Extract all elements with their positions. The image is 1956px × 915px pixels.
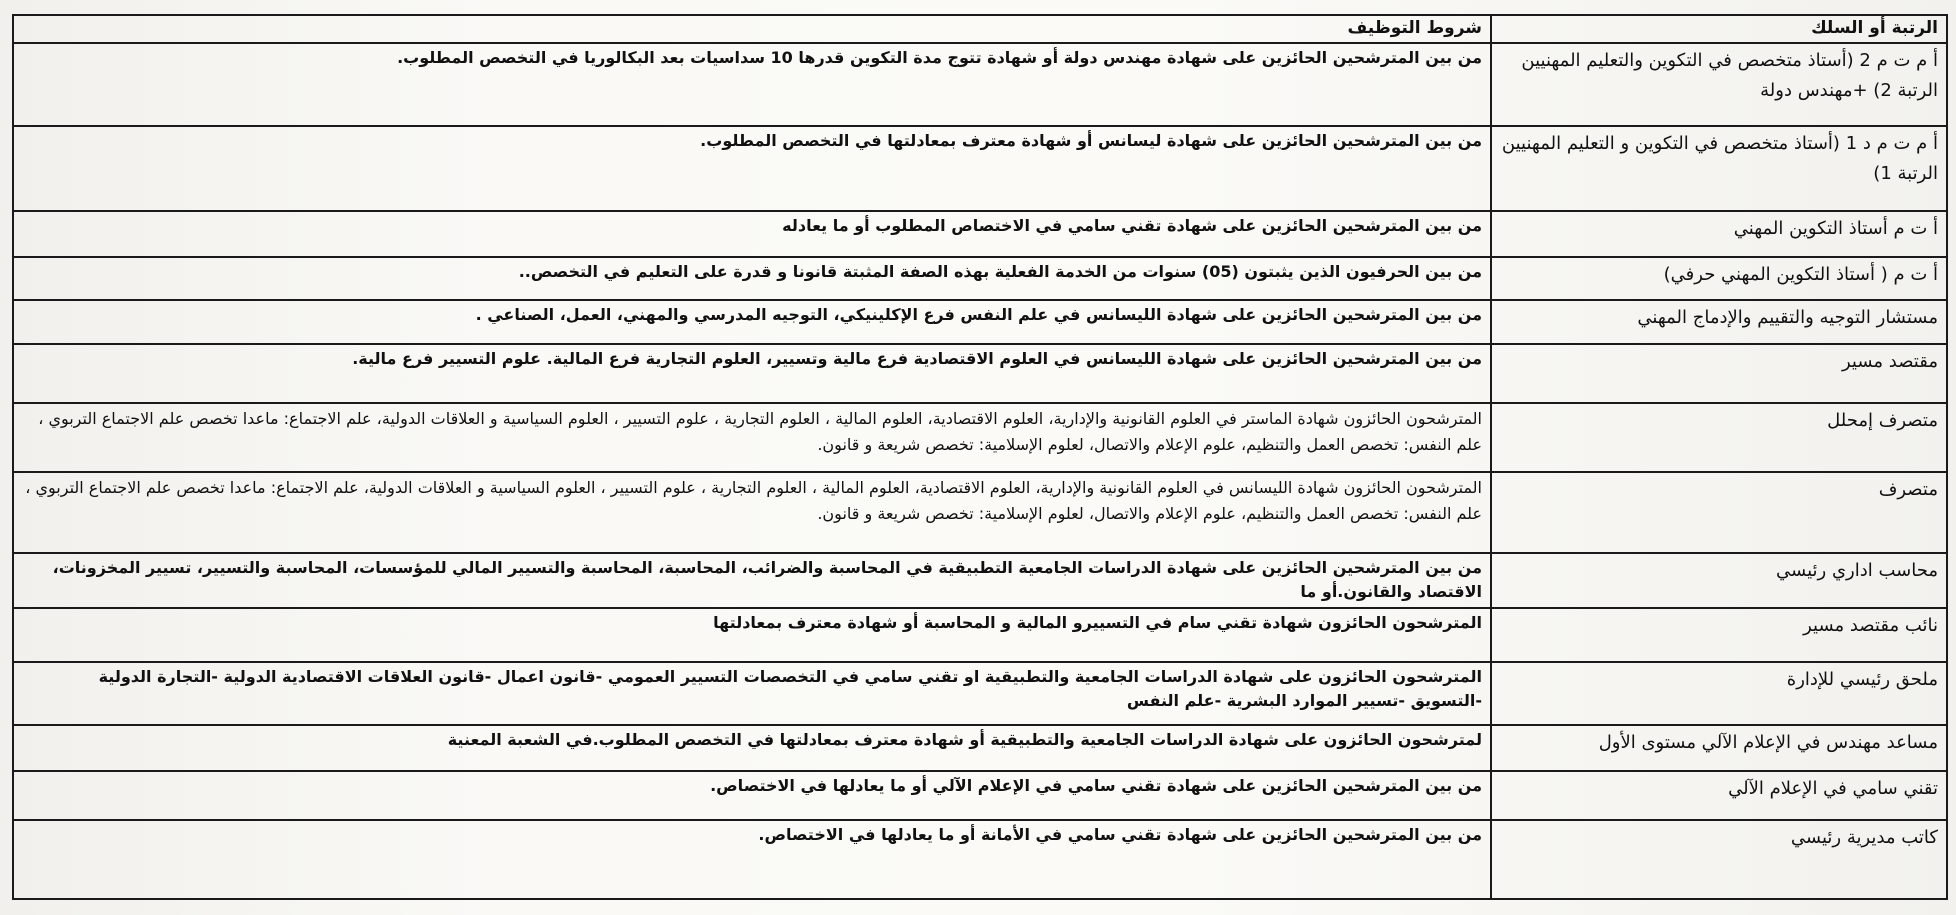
- conditions-cell: لمترشحون الحائزون على شهادة الدراسات الجامعية والتطبيقية أو شهادة معترف بمعادلتها في التخصص المطلوب.في الشعبة المعنية: [13, 725, 1491, 772]
- table-row: [13, 472, 1947, 553]
- conditions-cell: المترشحون الحائزون شهادة تقني سام في التسييرو المالية و المحاسبة أو شهادة معترف بمعادلتها: [13, 608, 1491, 663]
- rank-cell: متصرف إمحلل: [1491, 403, 1947, 472]
- conditions-cell: من بين المترشحين الحائزين على شهادة تقني سامي في الاختصاص المطلوب أو ما يعادله: [13, 211, 1491, 258]
- conditions-column-header: شروط التوظيف: [13, 15, 1491, 43]
- rank-cell: أ م ت م 2 (أستاذ متخصص في التكوين والتعليم المهنيين الرتبة 2) +مهندس دولة: [1491, 43, 1947, 126]
- rank-column-header: الرتبة أو السلك: [1491, 15, 1947, 43]
- rank-cell: كاتب مديرية رئيسي: [1491, 820, 1947, 899]
- table-row: [13, 725, 1947, 772]
- table-row: [13, 211, 1947, 258]
- conditions-cell: المترشحون الحائزون على شهادة الدراسات الجامعية والتطبيقية او تقني سامي في التخصصات التسيير العمومي -قانون اعمال -قانون العلاقات الاقتصادية الدولية -التجارة الدولية -التسويق -تسيير الموارد البشرية -علم النفس: [13, 662, 1491, 725]
- table-header-row: [13, 15, 1947, 43]
- rank-cell: متصرف: [1491, 472, 1947, 553]
- rank-cell: ملحق رئيسي للإدارة: [1491, 662, 1947, 725]
- table-row: [13, 771, 1947, 820]
- conditions-cell: من بين المترشحين الحائزين على شهادة الدراسات الجامعية التطبيقية في المحاسبة والضرائب، المحاسبة، المحاسبة والتسيير المالي للمؤسسات، المحاسبة والتسيير، تسيير المخزونات، الاقتصاد والقانون.أو ما: [13, 553, 1491, 608]
- conditions-cell: من بين المترشحين الحائزين على شهادة تقني سامي في الإعلام الآلي أو ما يعادلها في الاختصاص.: [13, 771, 1491, 820]
- rank-cell: أ م ت م د 1 (أستاذ متخصص في التكوين و التعليم المهنيين الرتبة 1): [1491, 126, 1947, 211]
- rank-cell: نائب مقتصد مسير: [1491, 608, 1947, 663]
- recruitment-conditions-table: [12, 14, 1948, 900]
- conditions-cell: من بين المترشحين الحائزين على شهادة ليسانس أو شهادة معترف بمعادلتها في التخصص المطلوب.: [13, 126, 1491, 211]
- table-row: [13, 553, 1947, 608]
- rank-cell: أ ت م أستاذ التكوين المهني: [1491, 211, 1947, 258]
- rank-cell: محاسب اداري رئيسي: [1491, 553, 1947, 608]
- conditions-cell: المترشحون الحائزون شهادة الليسانس في العلوم القانونية والإدارية، العلوم الاقتصادية، العلوم المالية ، العلوم التجارية ، علوم التسيير ، العلوم السياسية و العلاقات الدولية، علم الاجتماع: ماعدا تخصص علم الاجتماع التربوي ، علم النفس: تخصص العمل والتنظيم، علوم الإعلام والاتصال، لعلوم الإسلامية: تخصص شريعة و قانون.: [13, 472, 1491, 553]
- table-row: [13, 608, 1947, 663]
- conditions-cell: من بين المترشحين الحائزين على شهادة تقني سامي في الأمانة أو ما يعادلها في الاختصاص.: [13, 820, 1491, 899]
- rank-cell: مساعد مهندس في الإعلام الآلي مستوى الأول: [1491, 725, 1947, 772]
- table-row: [13, 344, 1947, 403]
- table-row: [13, 126, 1947, 211]
- rank-cell: مقتصد مسير: [1491, 344, 1947, 403]
- conditions-cell: من بين الحرفيون الذين يثبتون (05) سنوات من الخدمة الفعلية بهذه الصفة المثبتة قانونا و قدرة على التعليم في التخصص..: [13, 257, 1491, 299]
- conditions-cell: من بين المترشحين الحائزين على شهادة الليسانس في العلوم الاقتصادية فرع مالية وتسيير، العلوم التجارية فرع المالية. علوم التسيير فرع مالية.: [13, 344, 1491, 403]
- table-row: [13, 300, 1947, 345]
- conditions-cell: المترشحون الحائزون شهادة الماستر في العلوم القانونية والإدارية، العلوم الاقتصادية، العلوم المالية ، العلوم التجارية ، علوم التسيير ، العلوم السياسية و العلاقات الدولية، علم الاجتماع: ماعدا تخصص علم الاجتماع التربوي ، علم النفس: تخصص العمل والتنظيم، علوم الإعلام والاتصال، لعلوم الإسلامية: تخصص شريعة و قانون.: [13, 403, 1491, 472]
- table-row: [13, 257, 1947, 299]
- table-row: [13, 820, 1947, 899]
- conditions-cell: من بين المترشحين الحائزين على شهادة مهندس دولة أو شهادة تتوج مدة التكوين قدرها 10 سداسيات بعد البكالوريا في التخصص المطلوب.: [13, 43, 1491, 126]
- rank-cell: تقني سامي في الإعلام الآلي: [1491, 771, 1947, 820]
- rank-cell: مستشار التوجيه والتقييم والإدماج المهني: [1491, 300, 1947, 345]
- rank-cell: أ ت م ( أستاذ التكوين المهني حرفي): [1491, 257, 1947, 299]
- table-row: [13, 403, 1947, 472]
- table-row: [13, 43, 1947, 126]
- table-row: [13, 662, 1947, 725]
- conditions-cell: من بين المترشحين الحائزين على شهادة الليسانس في علم النفس فرع الإكلينيكي، التوجيه المدرسي والمهني، العمل، الصناعي .: [13, 300, 1491, 345]
